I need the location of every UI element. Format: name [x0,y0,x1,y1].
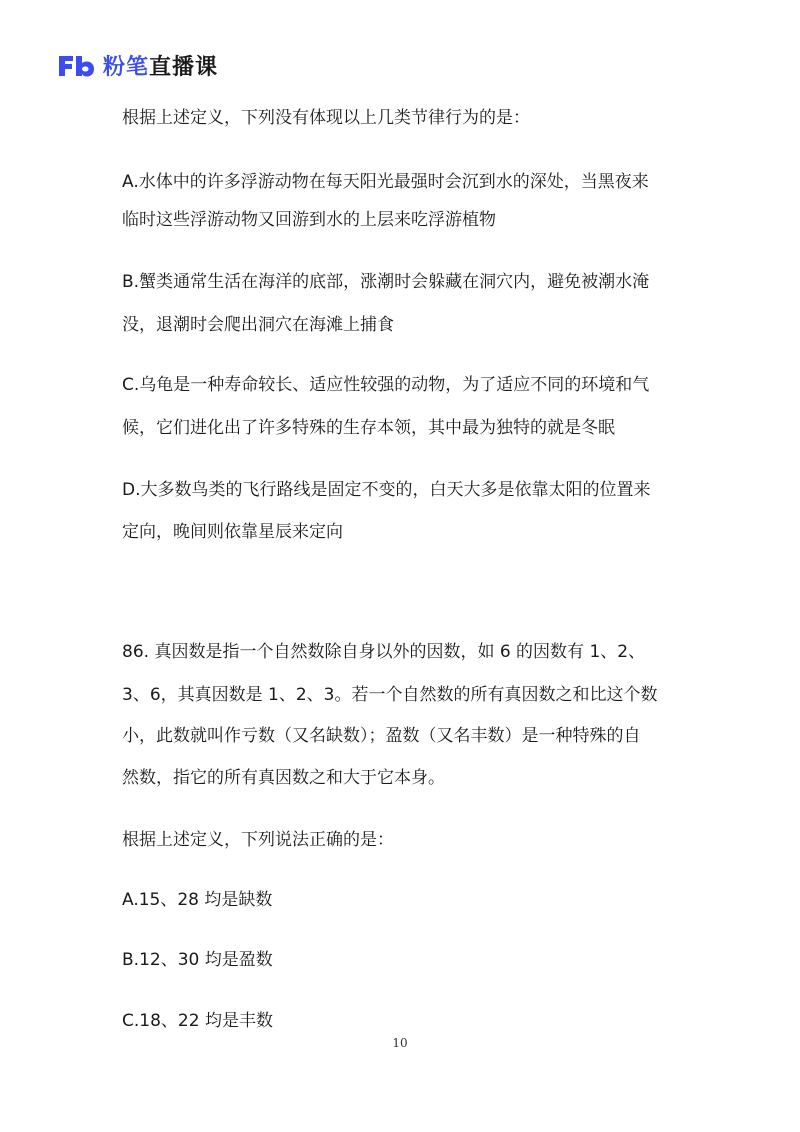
q86-option-a: A.15、28 均是缺数 [122,890,273,910]
q86-option-c: C.18、22 均是丰数 [122,1011,273,1031]
brand-logo [57,50,218,81]
logo-brand-text: 粉笔 [103,55,150,80]
q85-option-a-line-2: 临时这些浮游动物又回游到水的上层来吃浮游植物 [122,210,496,230]
fenbi-logo-icon [57,53,95,79]
logo-suffix-text: 直播课 [149,55,219,80]
q86-stem-line-4: 然数，指它的所有真因数之和大于它本身。 [122,768,445,788]
q85-option-a-line-1: A.水体中的许多浮游动物在每天阳光最强时会沉到水的深处，当黑夜来 [122,172,649,192]
q86-prompt: 根据上述定义，下列说法正确的是： [122,830,394,850]
q85-option-b-line-1: B.蟹类通常生活在海洋的底部，涨潮时会躲藏在洞穴内，避免被潮水淹 [122,272,650,292]
logo-wordmark [103,50,218,81]
q85-option-d-line-2: 定向，晚间则依靠星辰来定向 [122,522,343,542]
q85-option-d-line-1: D.大多数鸟类的飞行路线是固定不变的，白天大多是依靠太阳的位置来 [122,480,651,500]
q86-stem-line-2: 3、6，其真因数是 1、2、3。若一个自然数的所有真因数之和比这个数 [122,685,658,705]
q86-stem-line-1: 86. 真因数是指一个自然数除自身以外的因数，如 6 的因数有 1、2、 [122,642,646,662]
q85-prompt: 根据上述定义，下列没有体现以上几类节律行为的是： [122,108,530,128]
q85-option-b-line-2: 没，退潮时会爬出洞穴在海滩上捕食 [122,315,394,335]
q85-option-c-line-1: C.乌龟是一种寿命较长、适应性较强的动物，为了适应不同的环境和气 [122,375,650,395]
q86-stem-line-3: 小，此数就叫作亏数（又名缺数）；盈数（又名丰数）是一种特殊的自 [122,726,641,746]
q85-option-c-line-2: 候，它们进化出了许多特殊的生存本领，其中最为独特的就是冬眠 [122,418,615,438]
page-number: 10 [392,1036,408,1050]
q86-option-b: B.12、30 均是盈数 [122,950,273,970]
